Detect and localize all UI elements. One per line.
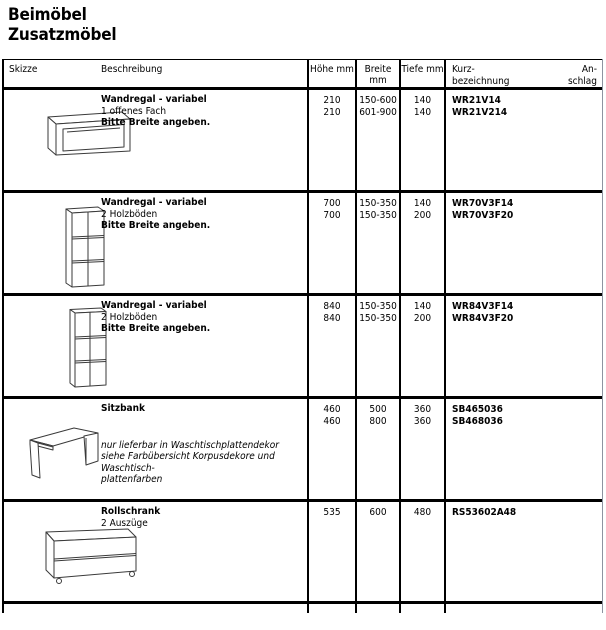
hoehe-cell: 460 460 bbox=[307, 399, 355, 499]
tiefe-cell: 140 140 bbox=[399, 90, 444, 190]
header-hoehe: Höhe mm bbox=[307, 60, 355, 87]
kurzbezeichnung-cell: WR21V14 WR21V214 bbox=[444, 90, 602, 190]
product-subtitle: 2 Holzböden bbox=[101, 311, 158, 323]
product-title: Rollschrank bbox=[101, 506, 161, 517]
breite-cell: 600 bbox=[355, 502, 399, 601]
product-title: Sitzbank bbox=[101, 403, 145, 414]
product-title: Wandregal - variabel bbox=[101, 197, 207, 208]
table-row-partial bbox=[4, 604, 602, 613]
product-subtitle: 2 Auszüge bbox=[101, 517, 148, 529]
header-breite: Breite mm bbox=[355, 60, 399, 87]
header-kurzbezeichnung-anschlag bbox=[444, 60, 602, 87]
breite-cell: 500 800 bbox=[355, 399, 399, 499]
hoehe-cell: 700 700 bbox=[307, 193, 355, 293]
kurzbezeichnung-cell: RS53602A48 bbox=[444, 502, 602, 601]
header-skizze-beschreibung bbox=[4, 60, 307, 87]
page-title-line1: Beimöbel bbox=[8, 5, 87, 25]
page-title-line2: Zusatzmöbel bbox=[8, 25, 117, 45]
tiefe-cell: 360 360 bbox=[399, 399, 444, 499]
table-header-row bbox=[4, 59, 602, 90]
product-title: Wandregal - variabel bbox=[101, 300, 207, 311]
tiefe-cell: 140 200 bbox=[399, 193, 444, 293]
header-tiefe: Tiefe mm bbox=[399, 60, 444, 87]
header-anschlag: An- schlag bbox=[567, 64, 597, 87]
product-note: Bitte Breite angeben. bbox=[101, 117, 211, 128]
table-row bbox=[4, 502, 602, 604]
bench-sketch bbox=[24, 423, 102, 485]
hoehe-cell: 210 210 bbox=[307, 90, 355, 190]
page-title bbox=[8, 5, 116, 45]
availability-note: nur lieferbar in Waschtischplattendekor siehe Farbübersicht Korpusdekore und Waschtisch- plattenfarben bbox=[101, 439, 279, 485]
tiefe-cell: 140 200 bbox=[399, 296, 444, 396]
table-row bbox=[4, 90, 602, 193]
header-beschreibung: Beschreibung bbox=[101, 64, 163, 75]
product-subtitle: 2 Holzböden bbox=[101, 208, 158, 220]
product-note: Bitte Breite angeben. bbox=[101, 220, 211, 231]
kurzbezeichnung-cell: SB465036 SB468036 bbox=[444, 399, 602, 499]
kurzbezeichnung-cell: WR70V3F14 WR70V3F20 bbox=[444, 193, 602, 293]
breite-cell: 150-350 150-350 bbox=[355, 193, 399, 293]
hoehe-cell: 535 bbox=[307, 502, 355, 601]
roll-cabinet-sketch bbox=[38, 526, 146, 592]
tiefe-cell: 480 bbox=[399, 502, 444, 601]
header-kurzbezeichnung: Kurz- bezeichnung bbox=[452, 64, 510, 87]
table-row bbox=[4, 399, 602, 502]
product-note: Bitte Breite angeben. bbox=[101, 323, 211, 334]
hoehe-cell: 840 840 bbox=[307, 296, 355, 396]
product-table bbox=[2, 59, 603, 613]
kurzbezeichnung-cell: WR84V3F14 WR84V3F20 bbox=[444, 296, 602, 396]
breite-cell: 150-350 150-350 bbox=[355, 296, 399, 396]
product-title: Wandregal - variabel bbox=[101, 94, 207, 105]
table-row bbox=[4, 193, 602, 296]
header-skizze: Skizze bbox=[9, 64, 38, 75]
product-subtitle: 1 offenes Fach bbox=[101, 105, 167, 117]
breite-cell: 150-600 601-900 bbox=[355, 90, 399, 190]
table-row bbox=[4, 296, 602, 399]
